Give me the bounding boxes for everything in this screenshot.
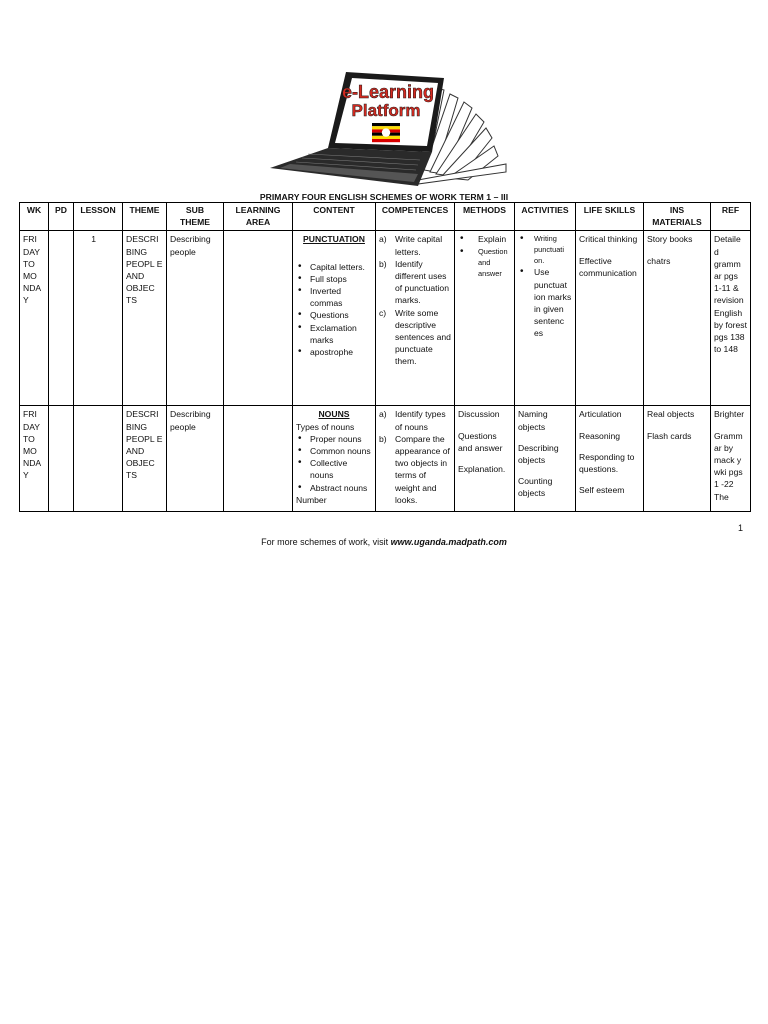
method: Questions and answer (458, 430, 503, 453)
scheme-of-work-table (19, 202, 751, 512)
item-text: Compare the appearance of two objects in terms of weight and looks. (395, 433, 450, 505)
column-header: THEME (123, 203, 167, 231)
item-text: Identify types of nouns (395, 409, 446, 432)
list-item (379, 258, 451, 307)
page-number: 1 (737, 523, 743, 533)
list-item: • Collective nouns (296, 457, 372, 481)
content-intro: Types of nouns (296, 421, 355, 432)
cell-competences (376, 231, 455, 406)
column-header: ACTIVITIES (515, 203, 576, 231)
column-header: WK (20, 203, 49, 231)
column-header: INS MATERIALS (644, 203, 711, 231)
life-skill: Self esteem (579, 485, 625, 496)
material: chatrs (647, 255, 671, 266)
cell-lesson: 1 (74, 231, 123, 406)
life-skill: Articulation (579, 409, 622, 420)
life-skill: Responding to questions. (579, 451, 635, 475)
column-header: REF (711, 203, 751, 231)
footer-link[interactable]: www.uganda.madpath.com (390, 537, 507, 547)
list-item: • Question and answer (458, 246, 511, 279)
list-item: • Full stops (296, 273, 372, 285)
cell-learning-area (224, 406, 293, 511)
cell-wk: FRI DAY TO MO NDA Y (20, 406, 49, 511)
list-item: • apostrophe (296, 346, 372, 358)
list-item: • Proper nouns (296, 433, 372, 445)
column-header: COMPETENCES (376, 203, 455, 231)
item-marker: c) (379, 307, 387, 318)
column-header: PD (49, 203, 74, 231)
list-item: • Use punctuat ion marks in given sentenc es (518, 266, 572, 339)
cell-life-skills (576, 406, 644, 511)
logo-line-2: Platform (351, 101, 421, 120)
cell-ins-materials (644, 231, 711, 406)
footer-note (0, 537, 768, 547)
uganda-flag-icon (372, 123, 400, 142)
list-item: • Questions (296, 309, 372, 321)
content-heading: PUNCTUATION (303, 234, 365, 245)
item-marker: a) (379, 409, 387, 420)
content-heading: NOUNS (318, 409, 350, 420)
ref-line: Gramm ar by mack y wki pgs 1 -22 The (714, 430, 743, 502)
activity: Naming objects (518, 409, 548, 432)
cell-sub-theme: Describing people (167, 231, 224, 406)
list-item: • Common nouns (296, 445, 372, 457)
item-marker: a) (379, 234, 387, 245)
table-row (20, 231, 751, 406)
item-text: Identify different uses of punctuation marks. (395, 258, 449, 306)
list-item: • Capital letters. (296, 261, 372, 273)
e-learning-platform-logo (268, 68, 512, 190)
cell-theme: DESCRI BING PEOPL E AND OBJEC TS (123, 231, 167, 406)
cell-pd (49, 406, 74, 511)
document-title: PRIMARY FOUR ENGLISH SCHEMES OF WORK TERM 1 – III (259, 192, 509, 202)
item-marker: b) (379, 258, 387, 269)
list-item: • Inverted commas (296, 285, 372, 309)
content-outro: Number (296, 494, 327, 505)
column-header: CONTENT (293, 203, 376, 231)
list-item (379, 433, 451, 506)
column-header: LEARNING AREA (224, 203, 293, 231)
list-item: • Abstract nouns (296, 482, 372, 494)
life-skill: Reasoning (579, 430, 621, 441)
method: Explanation. (458, 464, 506, 475)
cell-learning-area (224, 231, 293, 406)
cell-life-skills (576, 231, 644, 406)
item-text: Write capital letters. (395, 234, 443, 257)
cell-activities (515, 406, 576, 511)
cell-ins-materials (644, 406, 711, 511)
cell-pd (49, 231, 74, 406)
list-item: • Explain (458, 233, 511, 245)
list-item (379, 307, 451, 368)
cell-ref: Detaile d gramm ar pgs 1-11 & revision English by forest pgs 138 to 148 (711, 231, 751, 406)
cell-methods (455, 406, 515, 511)
cell-ref (711, 406, 751, 511)
material: Story books (647, 234, 693, 245)
ref-line: Brighter (714, 409, 745, 420)
cell-content (293, 231, 376, 406)
column-header: SUB THEME (167, 203, 224, 231)
material: Real objects (647, 409, 695, 420)
column-header: METHODS (455, 203, 515, 231)
table-header-row (20, 203, 751, 231)
column-header: LIFE SKILLS (576, 203, 644, 231)
cell-wk: FRI DAY TO MO NDA Y (20, 231, 49, 406)
cell-competences (376, 406, 455, 511)
list-item (379, 233, 451, 257)
method: Discussion (458, 409, 500, 420)
life-skill: Effective communication (579, 255, 637, 278)
material: Flash cards (647, 430, 692, 441)
footer-text: For more schemes of work, visit (261, 537, 391, 547)
cell-methods (455, 231, 515, 406)
cell-lesson (74, 406, 123, 511)
logo-line-1: e-Learning (341, 82, 435, 102)
life-skill: Critical thinking (579, 234, 638, 245)
cell-activities (515, 231, 576, 406)
column-header: LESSON (74, 203, 123, 231)
activity: Counting objects (518, 476, 553, 499)
table-row (20, 406, 751, 511)
list-item: • Exclamation marks (296, 322, 372, 346)
cell-theme: DESCRI BING PEOPL E AND OBJEC TS (123, 406, 167, 511)
item-text: Write some descriptive sentences and punctuate them. (395, 307, 451, 367)
list-item: • Writing punctuati on. (518, 233, 572, 266)
item-marker: b) (379, 433, 387, 444)
list-item (379, 408, 451, 432)
cell-content (293, 406, 376, 511)
activity: Describing objects (518, 442, 559, 466)
cell-sub-theme: Describing people (167, 406, 224, 511)
